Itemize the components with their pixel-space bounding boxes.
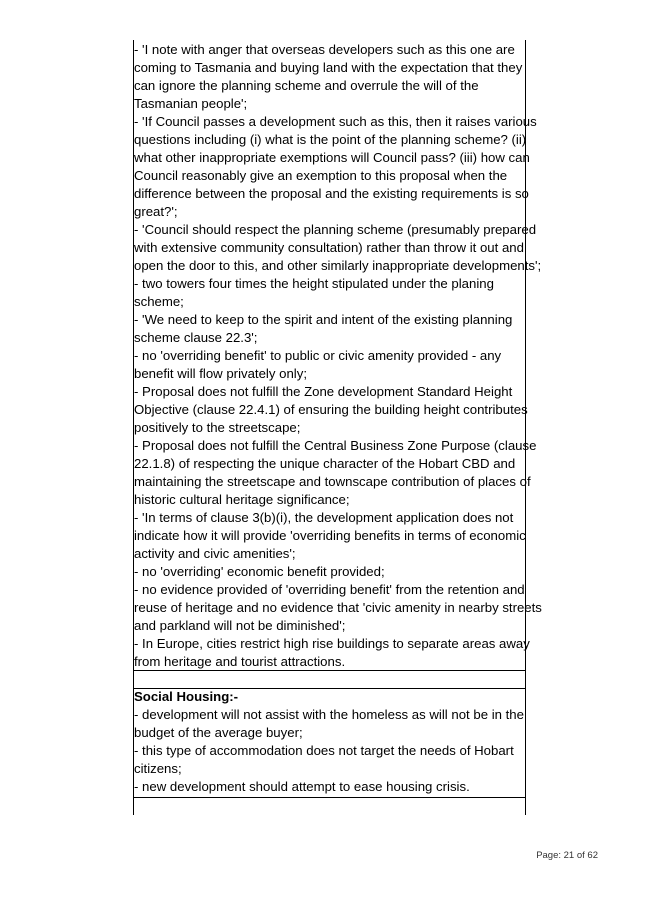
objection-line: coming to Tasmania and buying land with the expectation that they xyxy=(134,60,523,75)
social-housing-line: citizens; xyxy=(134,761,182,776)
objection-line: and parkland will not be diminished'; xyxy=(134,618,346,633)
objection-line: what other inappropriate exemptions will Council pass? (iii) how can xyxy=(134,150,530,165)
objection-line: reuse of heritage and no evidence that 'civic amenity in nearby streets xyxy=(134,600,542,615)
row-divider xyxy=(133,670,526,671)
objection-line: - no 'overriding' economic benefit provided; xyxy=(134,564,385,579)
objections-cell xyxy=(134,41,542,671)
objection-line: Objective (clause 22.4.1) of ensuring the building height contributes xyxy=(134,402,528,417)
objection-line: - 'Council should respect the planning scheme (presumably prepared xyxy=(134,222,537,237)
objection-line: - two towers four times the height stipulated under the planing xyxy=(134,276,494,291)
objection-line: activity and civic amenities'; xyxy=(134,546,296,561)
objection-line: open the door to this, and other similarly inappropriate developments'; xyxy=(134,258,542,273)
objection-line: with extensive community consultation) rather than throw it out and xyxy=(134,240,524,255)
objection-line: - no evidence provided of 'overriding benefit' from the retention and xyxy=(134,582,525,597)
objection-line: 22.1.8) of respecting the unique character of the Hobart CBD and xyxy=(134,456,516,471)
objection-line: benefit will flow privately only; xyxy=(134,366,307,381)
objection-line: - In Europe, cities restrict high rise buildings to separate areas away xyxy=(134,636,530,651)
objection-line: - 'We need to keep to the spirit and intent of the existing planning xyxy=(134,312,513,327)
objection-line: - Proposal does not fulfill the Zone development Standard Height xyxy=(134,384,513,399)
objection-line: indicate how it will provide 'overriding benefits in terms of economic xyxy=(134,528,526,543)
objection-line: maintaining the streetscape and townscape contribution of places of xyxy=(134,474,531,489)
objection-line: - 'In terms of clause 3(b)(i), the development application does not xyxy=(134,510,514,525)
objection-line: can ignore the planning scheme and overrule the will of the xyxy=(134,78,479,93)
social-housing-line: budget of the average buyer; xyxy=(134,725,303,740)
objection-line: - no 'overriding benefit' to public or civic amenity provided - any xyxy=(134,348,502,363)
objection-line: scheme clause 22.3'; xyxy=(134,330,258,345)
objection-line: positively to the streetscape; xyxy=(134,420,301,435)
objection-line: difference between the proposal and the existing requirements is so xyxy=(134,186,529,201)
objection-line: from heritage and tourist attractions. xyxy=(134,654,346,669)
objection-line: - 'I note with anger that overseas developers such as this one are xyxy=(134,42,515,57)
section-heading: Social Housing:- xyxy=(134,689,239,704)
social-housing-cell xyxy=(134,688,526,796)
page-number: Page: 21 of 62 xyxy=(536,850,598,861)
social-housing-line: - new development should attempt to ease housing crisis. xyxy=(134,779,470,794)
objection-line: great?'; xyxy=(134,204,178,219)
objection-line: - Proposal does not fulfill the Central Business Zone Purpose (clause xyxy=(134,438,537,453)
objection-line: scheme; xyxy=(134,294,184,309)
objection-line: Council reasonably give an exemption to this proposal when the xyxy=(134,168,508,183)
objection-line: - 'If Council passes a development such as this, then it raises various xyxy=(134,114,537,129)
row-divider xyxy=(133,797,526,798)
objection-line: historic cultural heritage significance; xyxy=(134,492,350,507)
objection-line: Tasmanian people'; xyxy=(134,96,248,111)
social-housing-line: - this type of accommodation does not target the needs of Hobart xyxy=(134,743,514,758)
objection-line: questions including (i) what is the point of the planning scheme? (ii) xyxy=(134,132,527,147)
social-housing-line: - development will not assist with the homeless as will not be in the xyxy=(134,707,524,722)
